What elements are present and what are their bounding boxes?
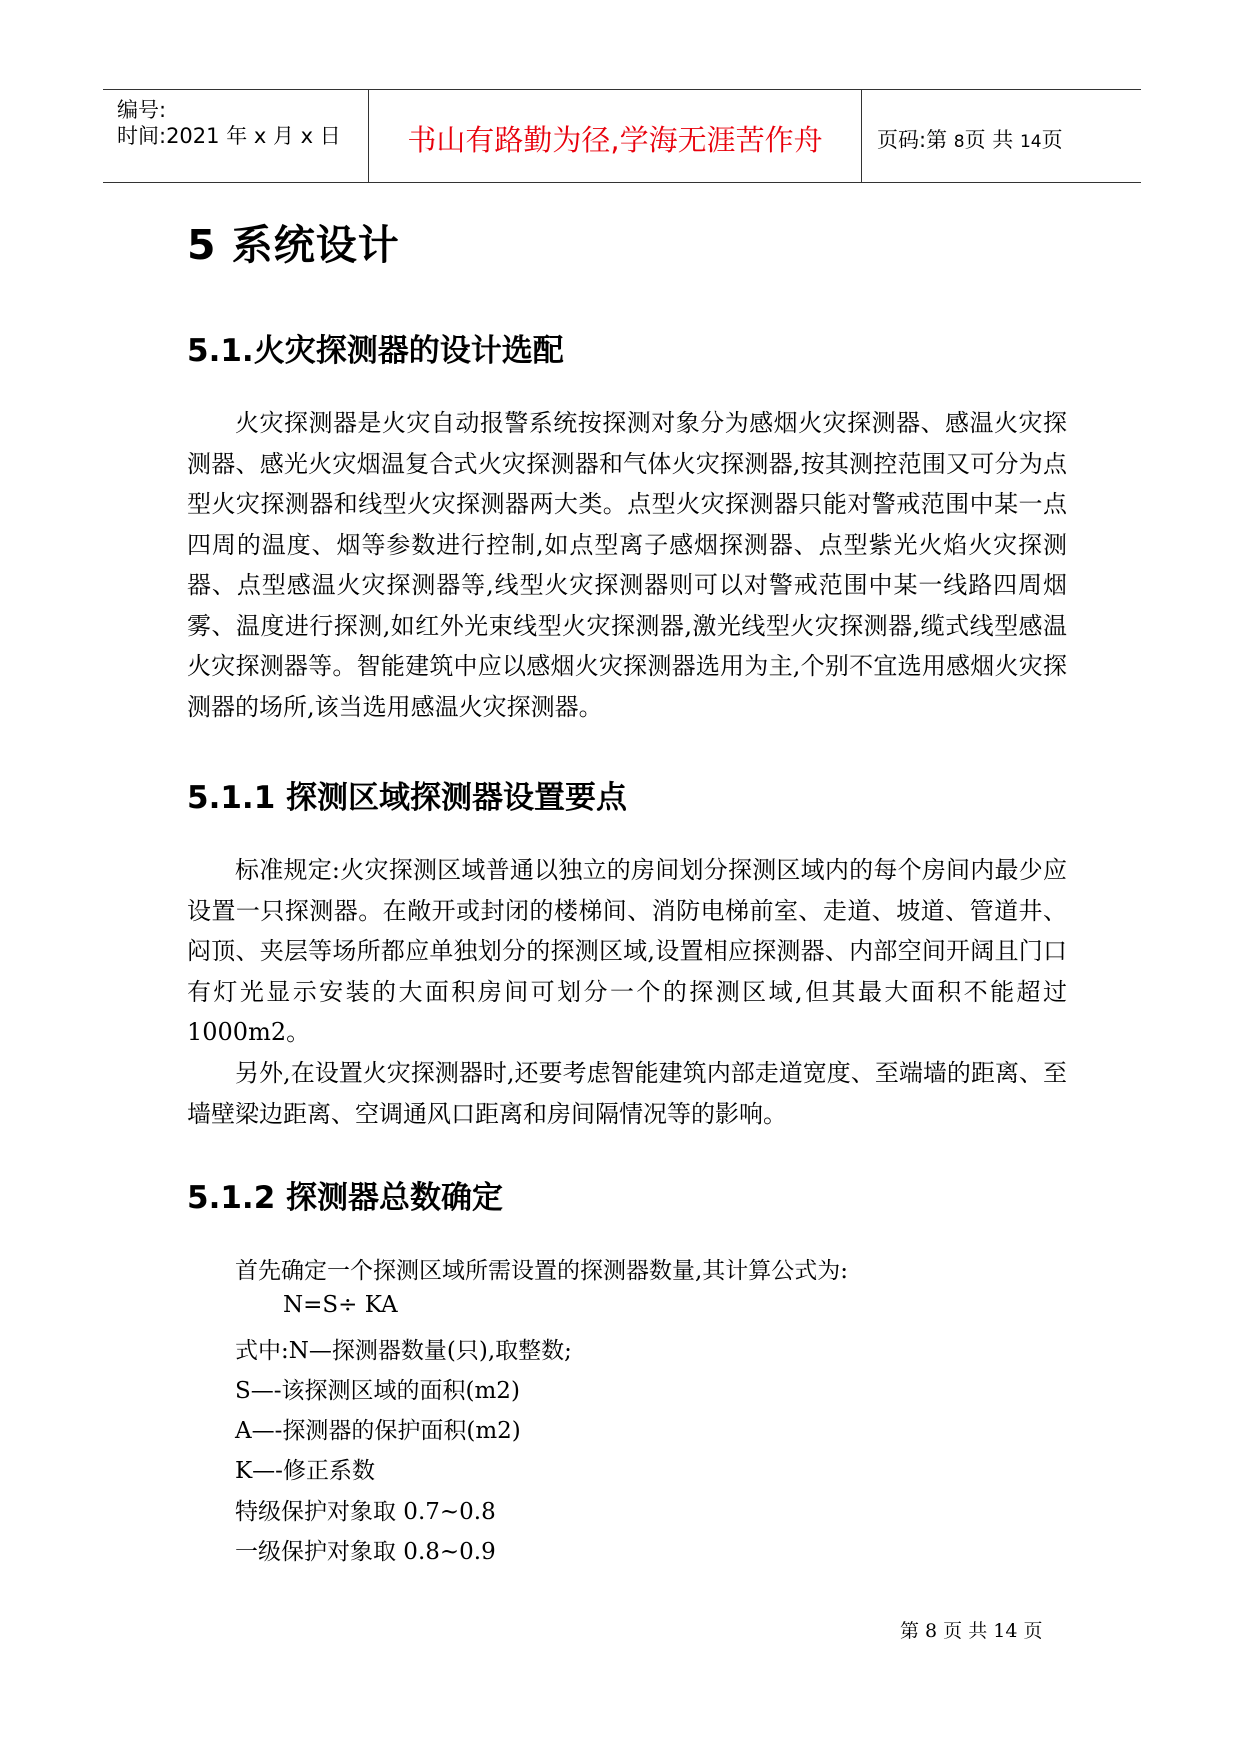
page-mid: 页 共	[964, 128, 1020, 152]
page-total: 14	[1019, 132, 1042, 152]
header-motto-cell	[369, 90, 862, 182]
formula-where: 式中:N—探测器数量(只),取整数;	[235, 1338, 572, 1364]
formula-intro: 首先确定一个探测区域所需设置的探测器数量,其计算公式为:	[235, 1258, 849, 1284]
header-left-cell	[103, 90, 369, 182]
section-5-1-1-heading: 5.1.1 探测区域探测器设置要点	[187, 780, 628, 816]
first-level-factor: 一级保护对象取 0.8~0.9	[235, 1539, 496, 1565]
page-header	[103, 89, 1141, 183]
page-footer: 第 8 页 共 14 页	[900, 1620, 1043, 1642]
header-page-cell	[863, 90, 1141, 182]
header-page-info	[877, 124, 1063, 154]
page-suffix: 页	[1041, 128, 1063, 152]
chapter-title: 5 系统设计	[187, 221, 400, 269]
header-motto: 书山有路勤为径,学海无涯苦作舟	[407, 123, 823, 157]
formula: N=S÷ KA	[283, 1292, 398, 1318]
section-5-1-heading: 5.1.火灾探测器的设计选配	[187, 333, 564, 369]
section-5-1-2-heading: 5.1.2 探测器总数确定	[187, 1180, 504, 1216]
number-label: 编号:	[117, 98, 167, 122]
definition-k: K—-修正系数	[235, 1458, 375, 1484]
page-number: 8	[953, 132, 965, 152]
time-label: 时间:2021 年 x 月 x 日	[117, 124, 341, 148]
definition-s: S—-该探测区域的面积(m2)	[235, 1378, 520, 1404]
section-5-1-1-paragraph-1: 标准规定:火灾探测区域普通以独立的房间划分探测区域内的每个房间内最少应设置一只探测器。在敞开或封闭的楼梯间、消防电梯前室、走道、坡道、管道井、闷顶、夹层等场所都应单独划分的探测区域,设置相应探测器、内部空间开阔且门口有灯光显示安装的大面积房间可划分一个的探测区域,但其最大面积不能超过 1000m2。	[187, 856, 1067, 1046]
definition-a: A—-探测器的保护面积(m2)	[235, 1418, 521, 1444]
section-5-1-paragraph: 火灾探测器是火灾自动报警系统按探测对象分为感烟火灾探测器、感温火灾探测器、感光火灾烟温复合式火灾探测器和气体火灾探测器,按其测控范围又可分为点型火灾探测器和线型火灾探测器两大类。点型火灾探测器只能对警戒范围中某一点四周的温度、烟等参数进行控制,如点型离子感烟探测器、点型紫光火焰火灾探测器、点型感温火灾探测器等,线型火灾探测器则可以对警戒范围中某一线路四周烟雾、温度进行探测,如红外光束线型火灾探测器,激光线型火灾探测器,缆式线型感温火灾探测器等。智能建筑中应以感烟火灾探测器选用为主,个别不宜选用感烟火灾探测器的场所,该当选用感温火灾探测器。	[187, 409, 1067, 721]
page-prefix: 页码:第	[877, 128, 954, 152]
section-5-1-1-paragraph-2: 另外,在设置火灾探测器时,还要考虑智能建筑内部走道宽度、至端墙的距离、至墙壁梁边距离、空调通风口距离和房间隔情况等的影响。	[187, 1059, 1067, 1128]
special-level-factor: 特级保护对象取 0.7~0.8	[235, 1499, 496, 1525]
